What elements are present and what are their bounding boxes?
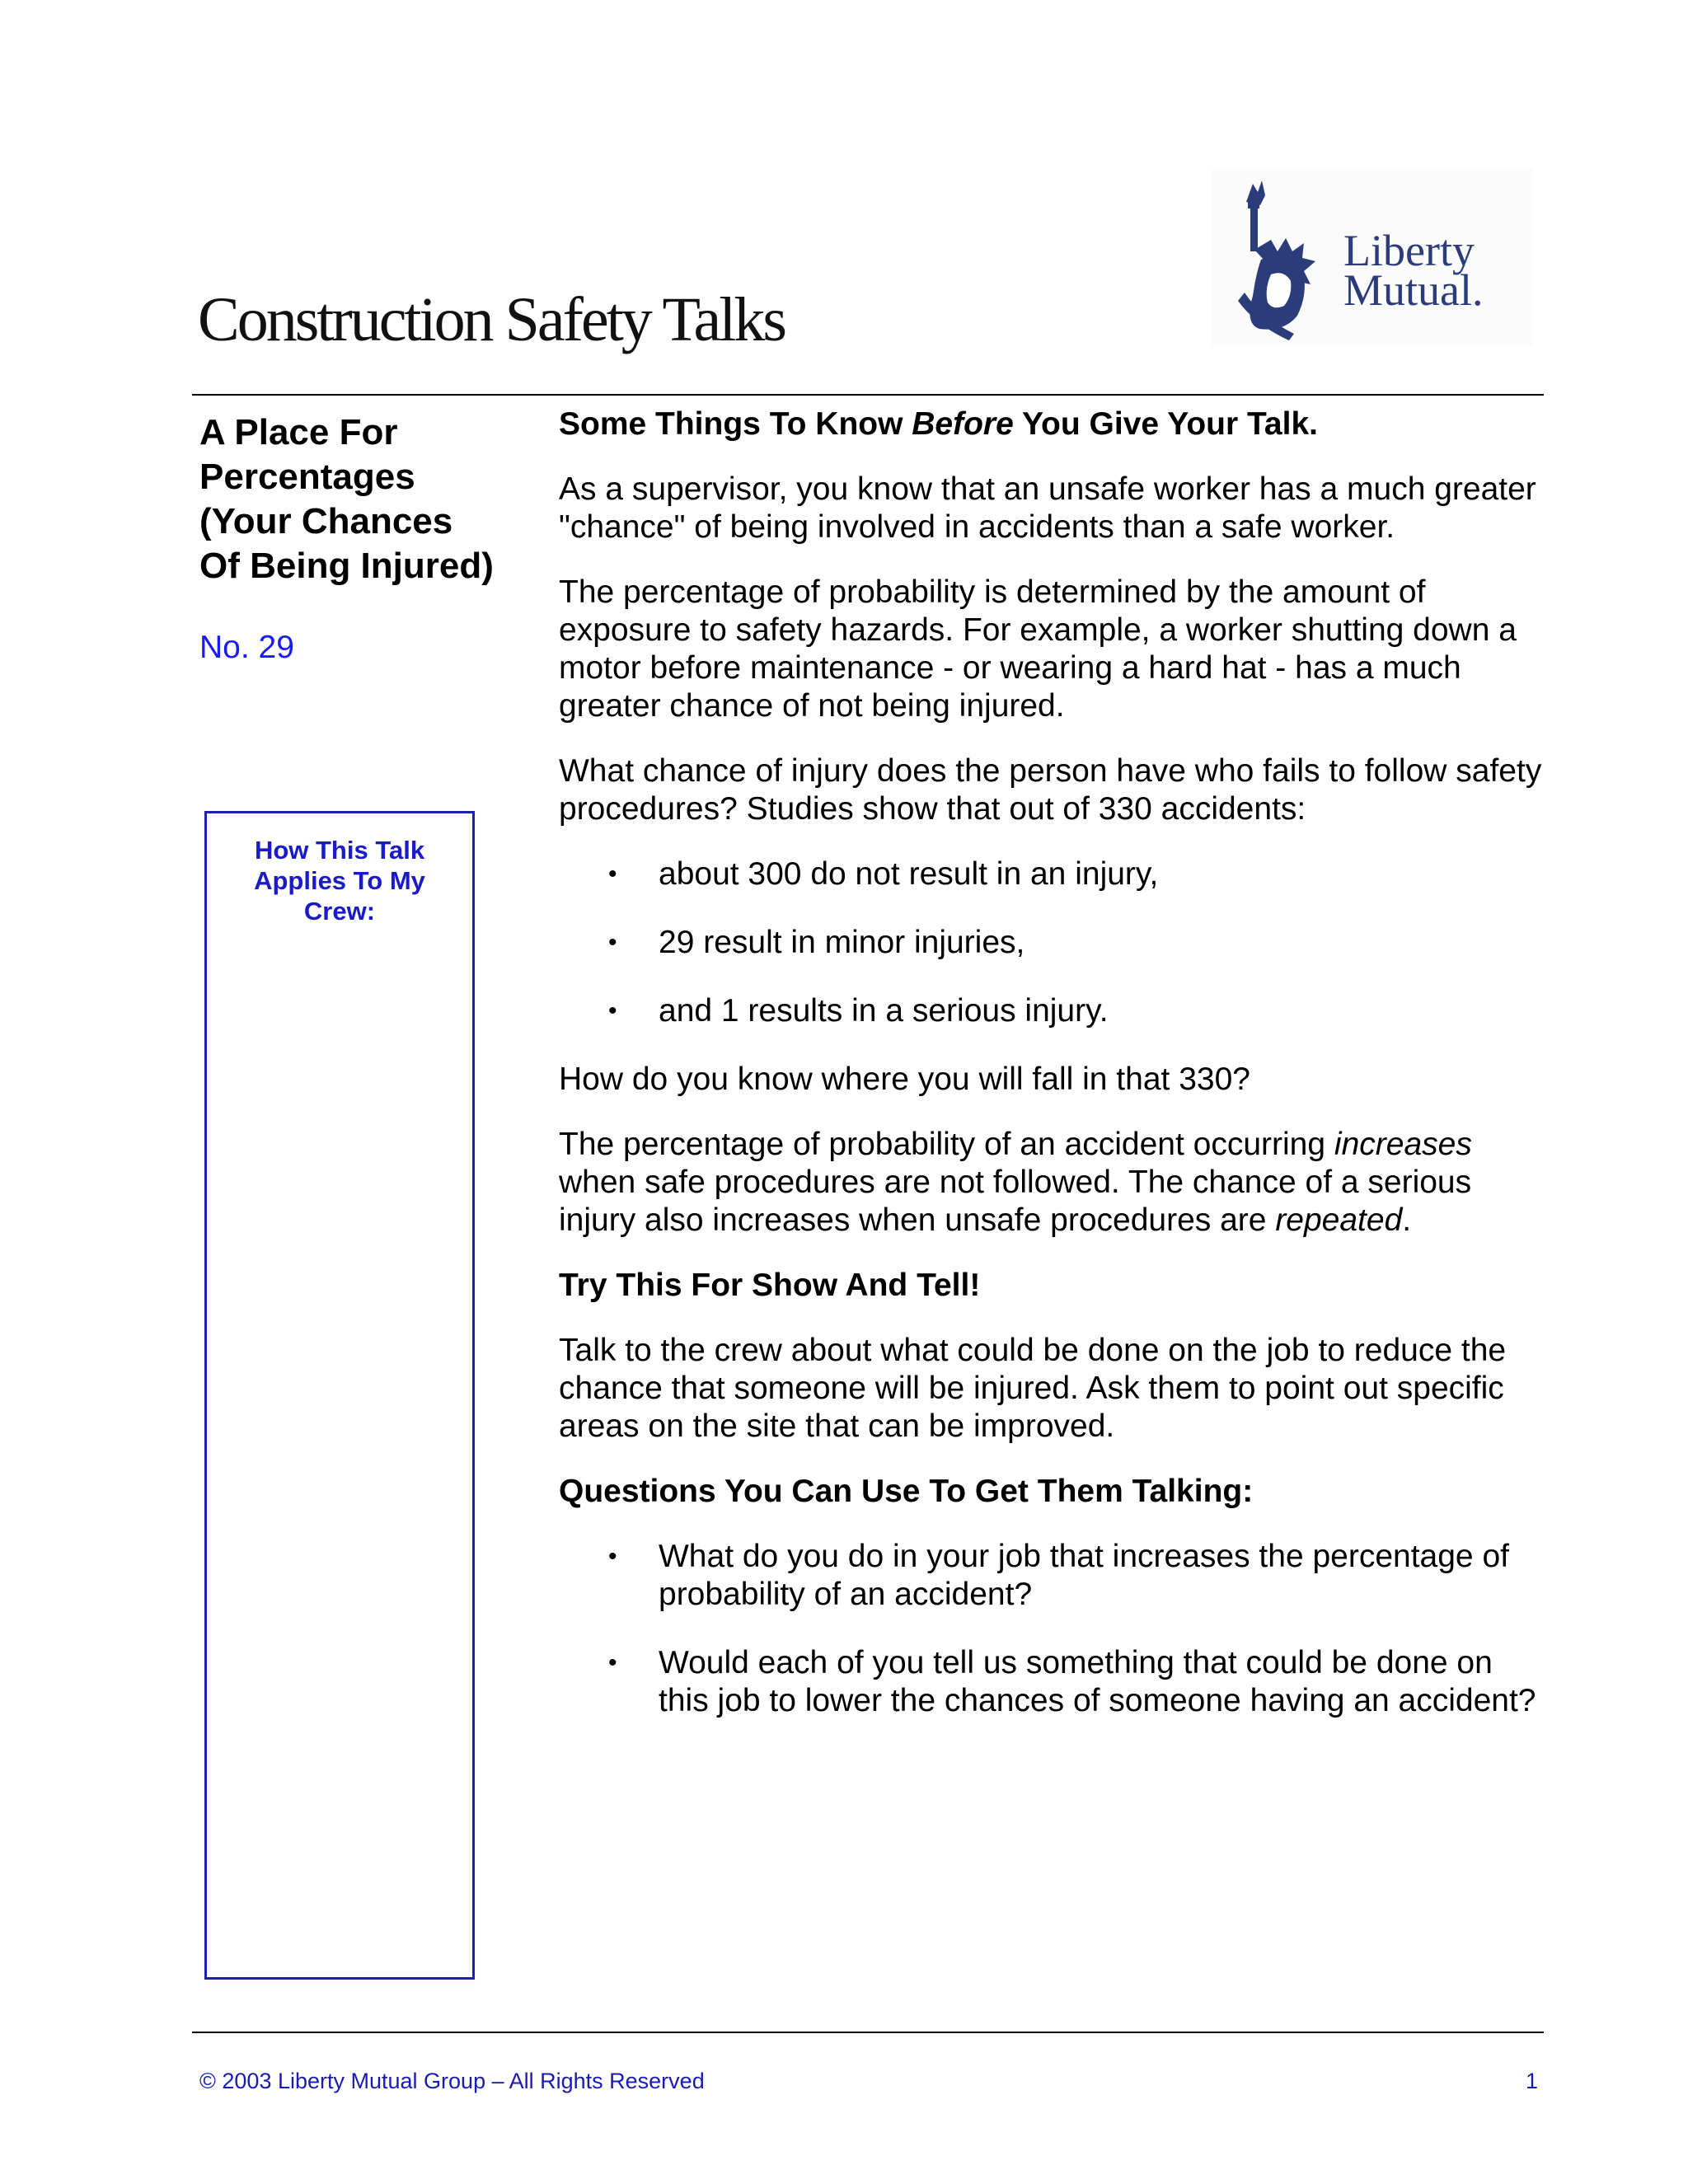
talk-title: A Place For Percentages (Your Chances Of Being Injured) — [199, 412, 494, 586]
bullet-icon: • — [608, 929, 617, 956]
paragraph: What chance of injury does the person have who fails to follow safety procedures? Studies show that out of 330 accidents: — [559, 753, 1542, 827]
questions-list — [559, 1538, 1548, 1720]
footer-divider — [192, 2032, 1544, 2033]
logo-text-mutual: Mutual. — [1343, 265, 1484, 315]
crew-box-label: How This Talk Applies To My Crew: — [254, 836, 425, 926]
main-content — [559, 405, 1548, 1747]
heading-text: You Give Your Talk. — [1013, 406, 1318, 442]
liberty-mutual-logo — [1212, 169, 1533, 346]
list-item — [559, 924, 1548, 962]
paragraph-text: . — [1402, 1202, 1412, 1238]
bullet-icon: • — [608, 1649, 617, 1676]
talk-number: No. 29 — [199, 630, 294, 665]
list-item — [559, 855, 1548, 893]
header-divider — [192, 394, 1544, 396]
paragraph: Talk to the crew about what could be done on the job to reduce the chance that someone will be injured. Ask them to point out specific areas on the site that can be improved. — [559, 1333, 1507, 1444]
logo-text-liberty: Liberty — [1343, 226, 1475, 275]
paragraph-text: The percentage of probability of an accident occurring — [559, 1127, 1334, 1162]
sidebar — [199, 410, 496, 663]
bullet-icon: • — [608, 1543, 617, 1570]
paragraph: The percentage of probability is determined by the amount of exposure to safety hazards. For example, a worker shutting down a motor before maintenance - or wearing a hard hat - has a much greater chance of not being injured. — [559, 574, 1517, 724]
list-item — [559, 992, 1548, 1030]
list-item-text: Would each of you tell us something that could be done on this job to lower the chances of someone having an accident? — [659, 1645, 1536, 1718]
list-item-text: about 300 do not result in an injury, — [659, 856, 1159, 892]
list-item — [559, 1644, 1548, 1720]
heading-text: Some Things To Know — [559, 406, 912, 442]
paragraph: As a supervisor, you know that an unsafe worker has a much greater "chance" of being involved in accidents than a safe worker. — [559, 471, 1536, 545]
paragraph-text: when safe procedures are not followed. The chance of a serious injury also increases when unsafe procedures are — [559, 1165, 1472, 1238]
bullet-icon: • — [608, 997, 617, 1024]
list-item-text: What do you do in your job that increases the percentage of probability of an accident? — [659, 1539, 1509, 1612]
emphasis-text: increases — [1334, 1127, 1472, 1162]
bullet-icon: • — [608, 860, 617, 888]
list-item-text: and 1 results in a serious injury. — [659, 993, 1109, 1029]
footer-copyright: © 2003 Liberty Mutual Group – All Rights Reserved — [199, 2069, 705, 2093]
heading-emphasis: Before — [912, 406, 1014, 442]
section-heading-before-talk — [559, 405, 1548, 443]
accident-stats-list — [559, 855, 1548, 1030]
paragraph — [559, 1126, 1548, 1240]
paragraph: How do you know where you will fall in that 330? — [559, 1062, 1250, 1097]
statue-of-liberty-icon — [1212, 169, 1343, 346]
section-heading-questions: Questions You Can Use To Get Them Talking: — [559, 1474, 1254, 1509]
crew-notes-box — [204, 811, 475, 1980]
list-item-text: 29 result in minor injuries, — [659, 925, 1025, 960]
list-item — [559, 1538, 1548, 1614]
emphasis-text: repeated — [1275, 1202, 1403, 1238]
page-number: 1 — [1526, 2069, 1539, 2093]
section-heading-show-and-tell: Try This For Show And Tell! — [559, 1268, 981, 1303]
page-title: Construction Safety Talks — [198, 285, 785, 354]
